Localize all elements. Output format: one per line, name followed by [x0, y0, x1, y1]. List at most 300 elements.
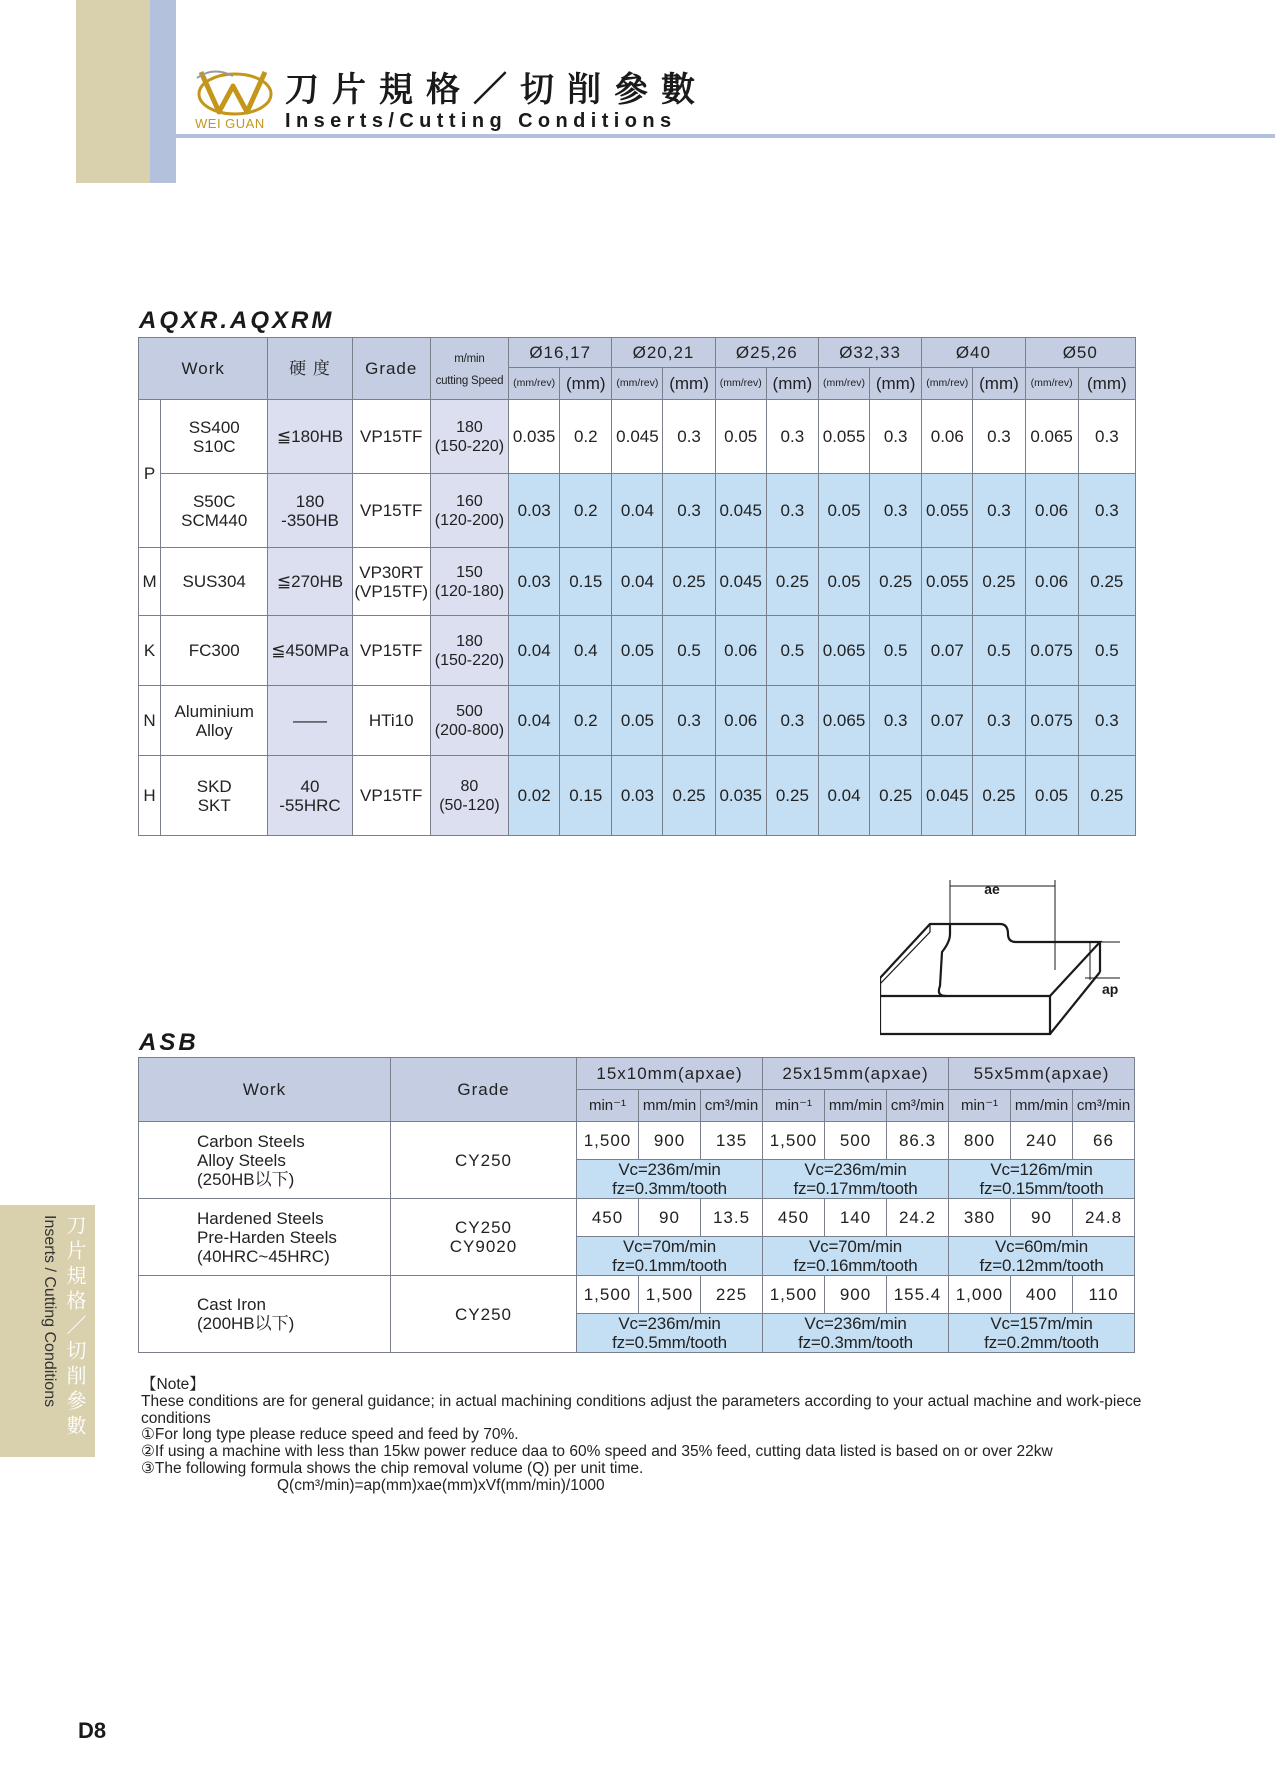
work-material-line: SS400 [188, 417, 240, 437]
header-feed-unit [509, 368, 560, 400]
cutting-speed-line: 80 [460, 777, 479, 795]
grade [352, 474, 430, 548]
cutting-condition-note-line: Vc=236m/min fz=0.5mm/tooth [612, 1314, 727, 1352]
work-material-line: Alloy Steels [197, 1150, 286, 1170]
cutting-condition-note [763, 1314, 949, 1353]
cutting-value-line: 0.25 [879, 786, 913, 805]
header-diameter [715, 338, 818, 368]
grade-line: VP15TF [360, 427, 423, 446]
cutting-value-line: 0.3 [987, 711, 1011, 730]
work-material-line: Hardened Steels [197, 1208, 324, 1228]
header-diameter-line: Ø40 [955, 343, 991, 362]
cutting-value-line: 0.055 [926, 501, 969, 520]
cutting-value-line: 400 [1025, 1285, 1058, 1304]
cutting-value [1025, 616, 1078, 686]
header-hardness-line: 硬 度 [289, 359, 331, 378]
cutting-value-line: 0.06 [1035, 501, 1069, 520]
table-row [139, 1199, 1135, 1237]
material-group-letter-line: N [143, 711, 156, 730]
hardness-line: ≦180HB [276, 427, 344, 446]
header-depth-unit-line: (mm) [979, 374, 1019, 393]
work-material-line: Aluminium [174, 701, 254, 721]
header-band-beige [76, 0, 150, 183]
cutting-speed-line: 160 [456, 492, 483, 510]
cutting-value-line: 0.045 [719, 501, 762, 520]
grade [352, 548, 430, 616]
cutting-value [612, 686, 663, 756]
cutting-value-line: 0.3 [883, 501, 908, 520]
asb-cutting-table [138, 1057, 1135, 1353]
cutting-value-line: 450 [777, 1208, 810, 1227]
cutting-speed-line: 180 [456, 632, 483, 650]
table-row [139, 400, 1136, 474]
cutting-value-line: 0.25 [982, 572, 1016, 591]
cutting-value [887, 1276, 949, 1314]
cutting-value-line: 0.07 [930, 711, 964, 730]
cutting-value [763, 1122, 825, 1160]
cutting-value [701, 1122, 763, 1160]
cutting-speed-line: 150 [456, 563, 483, 581]
cutting-value [1078, 474, 1135, 548]
cutting-value [1073, 1199, 1135, 1237]
cutting-value [825, 1276, 887, 1314]
work-material-line: Carbon Steels [197, 1131, 305, 1151]
grade-line: HTi10 [368, 711, 414, 730]
header-cutting-size [949, 1058, 1135, 1090]
work-material-line: SKD [196, 776, 232, 796]
material-group-letter-line: M [142, 572, 157, 591]
header-feed-unit [612, 368, 663, 400]
cutting-value [715, 756, 766, 836]
work-material-line: FC300 [188, 641, 240, 660]
cutting-value [715, 616, 766, 686]
cutting-value-line: 0.5 [780, 641, 805, 660]
header-work [139, 338, 268, 400]
cutting-value [509, 400, 560, 474]
header-depth-unit [663, 368, 715, 400]
header-cutting-size-line: 15x10mm(apxae) [596, 1064, 743, 1083]
note-title: 【Note】 [141, 1376, 205, 1393]
header-cutting-size-line: 55x5mm(apxae) [973, 1064, 1110, 1083]
cutting-value-line: 0.065 [822, 711, 866, 730]
work-material [161, 686, 268, 756]
work-material-line: Alloy [195, 720, 233, 740]
cutting-value-line: 0.03 [620, 786, 654, 805]
cutting-condition-note [577, 1314, 763, 1353]
cutting-value [922, 400, 973, 474]
header-cutting-size-line: 25x15mm(apxae) [782, 1064, 929, 1083]
cutting-value [509, 548, 560, 616]
header-unit [949, 1090, 1011, 1122]
table-row [139, 686, 1136, 756]
cutting-value [577, 1276, 639, 1314]
grade-line: CY9020 [449, 1237, 518, 1256]
cutting-value-line: 0.045 [616, 427, 659, 446]
cutting-speed-line: (150-220) [434, 651, 505, 669]
cutting-value [612, 474, 663, 548]
cutting-value [1078, 756, 1135, 836]
cutting-value-line: 0.3 [1095, 427, 1119, 446]
cutting-value-line: 0.2 [573, 427, 598, 446]
cutting-value-line: 0.06 [724, 641, 758, 660]
cutting-value [973, 616, 1025, 686]
work-material-line: (250HB以下) [197, 1169, 295, 1189]
header-diameter [509, 338, 612, 368]
header-feed-unit-line: (mm/rev) [513, 377, 556, 389]
cutting-value [766, 756, 818, 836]
header-diameter [818, 338, 921, 368]
cutting-value-line: 450 [591, 1208, 624, 1227]
cutting-value [973, 474, 1025, 548]
grade [352, 400, 430, 474]
header-grade-line: Grade [457, 1080, 510, 1099]
hardness-line: 180 [295, 491, 325, 511]
header-rule [176, 134, 1275, 138]
header-cutting-speed-line: m/min [454, 352, 485, 365]
cutting-value [922, 474, 973, 548]
cutting-value [1025, 400, 1078, 474]
header-diameter [612, 338, 715, 368]
cutting-value-line: 0.065 [1030, 427, 1073, 446]
cutting-value-line: 1,500 [769, 1285, 818, 1304]
cutting-value [577, 1199, 639, 1237]
cutting-value-line: 0.2 [573, 711, 598, 730]
cutting-speed [430, 548, 508, 616]
cutting-speed-line: (200-800) [434, 721, 505, 739]
cutting-value-line: 155.4 [893, 1285, 942, 1304]
logo-text: WEI GUAN [195, 116, 265, 131]
cutting-speed-line: (120-180) [434, 582, 505, 600]
cutting-value [560, 400, 612, 474]
cutting-value-line: 110 [1088, 1285, 1119, 1304]
cutting-value [560, 686, 612, 756]
cutting-value-line: 0.05 [1035, 786, 1069, 805]
cutting-value-line: 500 [839, 1131, 872, 1150]
header-unit-line: cm³/min [1076, 1097, 1131, 1114]
cutting-value [922, 756, 973, 836]
cutting-value [715, 686, 766, 756]
header-unit-line: cm³/min [704, 1097, 759, 1114]
cutting-value-line: 0.04 [620, 572, 654, 591]
cutting-value-line: 0.25 [1090, 786, 1124, 805]
cutting-value [949, 1122, 1011, 1160]
cutting-value [766, 548, 818, 616]
cutting-value [1025, 686, 1078, 756]
material-group-letter [139, 686, 161, 756]
cutting-value [1025, 548, 1078, 616]
header-cutting-size [577, 1058, 763, 1090]
cutting-value-line: 0.3 [987, 427, 1011, 446]
cutting-value [715, 474, 766, 548]
cutting-value-line: 0.5 [883, 641, 908, 660]
note-line: ②If using a machine with less than 15kw power reduce daa to 60% speed and 35% feed, cutting data listed is based on or over 22kw [141, 1443, 1053, 1461]
cutting-value-line: 0.3 [883, 427, 908, 446]
cutting-value-line: 0.02 [517, 786, 551, 805]
work-material-line: SKT [197, 795, 231, 815]
cutting-condition-note [949, 1314, 1135, 1353]
asb-section-title: ASB [139, 1029, 199, 1056]
cutting-condition-note [577, 1237, 763, 1276]
cutting-value-line: 0.06 [1035, 572, 1069, 591]
header-diameter-line: Ø20,21 [632, 343, 695, 362]
cutting-speed [430, 686, 508, 756]
cutting-value [1025, 756, 1078, 836]
aqxr-section-title: AQXR.AQXRM [139, 307, 335, 334]
cutting-value-line: 0.25 [982, 786, 1016, 805]
table-row [139, 1058, 1135, 1090]
cutting-value-line: 0.075 [1030, 641, 1073, 660]
cutting-value-line: 86.3 [898, 1131, 937, 1150]
cutting-value-line: 0.25 [672, 572, 706, 591]
material-group-letter [139, 548, 161, 616]
cutting-value [870, 548, 922, 616]
cutting-value [560, 616, 612, 686]
header-unit [887, 1090, 949, 1122]
note-line: These conditions are for general guidance; in actual machining conditions adjust the parameters according to your actual machine and work-piece conditions [141, 1392, 1142, 1427]
cutting-value-line: 0.5 [987, 641, 1011, 660]
cutting-condition-note [577, 1160, 763, 1199]
cutting-value [701, 1276, 763, 1314]
side-tab-label-en: Inserts / Cutting Conditions [41, 1215, 58, 1408]
cutting-value-line: 0.3 [677, 427, 701, 446]
cutting-condition-note-line: Vc=236m/min fz=0.17mm/tooth [793, 1160, 918, 1198]
work-material-line: SCM440 [181, 510, 248, 530]
cutting-value [560, 756, 612, 836]
header-diameter [922, 338, 1025, 368]
hardness-line: —— [292, 711, 327, 730]
cutting-value-line: 0.5 [677, 641, 701, 660]
cutting-value-line: 0.15 [569, 572, 603, 591]
cutting-value [1011, 1276, 1073, 1314]
cutting-value-line: 0.5 [1095, 641, 1119, 660]
cutting-value [509, 756, 560, 836]
cutting-value [639, 1122, 701, 1160]
cutting-value-line: 0.25 [1090, 572, 1124, 591]
header-diameter-line: Ø25,26 [735, 343, 798, 362]
header-work-line: Work [242, 1080, 287, 1099]
header-unit [577, 1090, 639, 1122]
cutting-value-line: 0.06 [724, 711, 758, 730]
grade [391, 1122, 577, 1199]
table-row [139, 616, 1136, 686]
work-material [161, 400, 268, 474]
cutting-value [818, 474, 869, 548]
header-diameter-line: Ø50 [1062, 343, 1098, 362]
material-group-letter-line: P [143, 464, 156, 483]
material-group-letter-line: H [143, 786, 156, 805]
cutting-value-line: 0.05 [620, 641, 654, 660]
header-depth-unit-line: (mm) [669, 374, 709, 393]
cutting-value [612, 616, 663, 686]
cutting-value-line: 0.3 [1095, 501, 1119, 520]
hardness-line: ≦450MPa [271, 641, 349, 660]
cutting-value-line: 0.3 [883, 711, 908, 730]
header-unit [825, 1090, 887, 1122]
hardness [268, 616, 352, 686]
header-hardness [268, 338, 352, 400]
cutting-value [715, 548, 766, 616]
grade-line: VP15TF [360, 641, 423, 660]
cutting-value-line: 900 [653, 1131, 686, 1150]
cutting-value-line: 900 [839, 1285, 872, 1304]
cutting-value-line: 0.2 [573, 501, 598, 520]
header-feed-unit [715, 368, 766, 400]
cutting-value-line: 0.3 [780, 711, 805, 730]
grade [391, 1276, 577, 1353]
cutting-value-line: 0.05 [620, 711, 654, 730]
cutting-value [639, 1199, 701, 1237]
cutting-condition-note-line: Vc=126m/min fz=0.15mm/tooth [979, 1160, 1104, 1198]
cutting-value-line: 24.8 [1084, 1208, 1123, 1227]
cutting-condition-note-line: Vc=70m/min fz=0.1mm/tooth [612, 1237, 727, 1275]
header-unit-line: min⁻¹ [774, 1097, 813, 1114]
cutting-value-line: 0.075 [1030, 711, 1073, 730]
grade-line: CY250 [455, 1218, 512, 1237]
cutting-value [766, 616, 818, 686]
header-depth-unit-line: (mm) [772, 374, 813, 393]
cutting-value [663, 686, 715, 756]
header-unit [763, 1090, 825, 1122]
work-material [161, 548, 268, 616]
work-material [139, 1276, 391, 1353]
grade-line: (VP15TF) [354, 581, 429, 601]
header-work [139, 1058, 391, 1122]
header-unit [639, 1090, 701, 1122]
hardness-line: -55HRC [279, 795, 341, 815]
cutting-value-line: 0.25 [879, 572, 913, 591]
material-group-letter [139, 756, 161, 836]
cutting-value-line: 0.4 [573, 641, 598, 660]
work-material-line: (40HRC~45HRC) [197, 1246, 330, 1266]
cutting-value [1078, 616, 1135, 686]
cutting-value [509, 474, 560, 548]
header-feed-unit-line: (mm/rev) [719, 377, 762, 389]
cutting-value-line: 0.06 [930, 427, 964, 446]
cutting-value [818, 616, 869, 686]
cutting-value [870, 400, 922, 474]
page-title-en: Inserts/Cutting Conditions [285, 110, 677, 132]
header-unit-line: mm/min [642, 1097, 697, 1114]
cutting-value [612, 756, 663, 836]
cutting-value-line: 0.035 [719, 786, 762, 805]
table-row [139, 1122, 1135, 1160]
cutting-speed [430, 756, 508, 836]
header-depth-unit-line: (mm) [875, 374, 916, 393]
cutting-value-line: 0.04 [517, 711, 551, 730]
cutting-value [612, 548, 663, 616]
cutting-value-line: 0.045 [719, 572, 762, 591]
cutting-value [1011, 1199, 1073, 1237]
cutting-value [887, 1122, 949, 1160]
cutting-value-line: 0.045 [926, 786, 969, 805]
work-material [139, 1199, 391, 1276]
cutting-value [509, 686, 560, 756]
cutting-value [1078, 686, 1135, 756]
header-feed-unit-line: (mm/rev) [616, 377, 659, 389]
cutting-speed-line: (120-200) [434, 511, 505, 529]
cutting-value [663, 474, 715, 548]
cutting-value [639, 1276, 701, 1314]
aqxr-cutting-table [138, 337, 1136, 836]
cutting-value [825, 1199, 887, 1237]
cutting-speed-line: 180 [456, 418, 483, 436]
header-unit [701, 1090, 763, 1122]
header-unit [1073, 1090, 1135, 1122]
cutting-value-line: 0.3 [677, 711, 701, 730]
cutting-condition-note [763, 1237, 949, 1276]
hardness [268, 400, 352, 474]
cutting-speed [430, 616, 508, 686]
cutting-value-line: 0.03 [517, 572, 551, 591]
cutting-value [663, 400, 715, 474]
cutting-value [973, 400, 1025, 474]
table-row [139, 548, 1136, 616]
cutting-value-line: 0.3 [780, 501, 805, 520]
hardness [268, 548, 352, 616]
cutting-condition-note [949, 1160, 1135, 1199]
cutting-speed-line: (50-120) [439, 796, 500, 814]
cutting-value-line: 140 [839, 1208, 872, 1227]
page-number: D8 [78, 1718, 107, 1743]
cutting-value-line: 1,500 [645, 1285, 694, 1304]
cutting-value [663, 616, 715, 686]
header-feed-unit-line: (mm/rev) [823, 377, 865, 389]
header-unit-line: mm/min [828, 1097, 883, 1114]
header-work-line: Work [181, 359, 225, 378]
cutting-value [560, 474, 612, 548]
cutting-value [818, 548, 869, 616]
cutting-value [763, 1276, 825, 1314]
cutting-value [1073, 1122, 1135, 1160]
header-feed-unit [922, 368, 973, 400]
cutting-condition-note-line: Vc=236m/min fz=0.3mm/tooth [612, 1160, 727, 1198]
note-block [141, 1377, 1151, 1495]
cutting-value [870, 616, 922, 686]
header-diameter-line: Ø16,17 [529, 343, 592, 362]
cutting-value [973, 686, 1025, 756]
cutting-speed [430, 474, 508, 548]
cutting-value-line: 0.05 [724, 427, 758, 446]
cutting-value-line: 0.04 [517, 641, 551, 660]
cutting-value-line: 0.07 [930, 641, 964, 660]
cutting-value-line: 0.3 [987, 501, 1011, 520]
hardness [268, 686, 352, 756]
cutting-value [973, 756, 1025, 836]
cutting-value-line: 0.15 [569, 786, 603, 805]
cutting-value-line: 90 [659, 1208, 680, 1227]
cutting-value [949, 1276, 1011, 1314]
hardness-line: 40 [300, 776, 320, 796]
cutting-value-line: 135 [715, 1131, 748, 1150]
cutting-condition-note-line: Vc=60m/min fz=0.12mm/tooth [979, 1237, 1104, 1275]
cutting-value-line: 0.05 [827, 572, 861, 591]
material-group-letter [139, 616, 161, 686]
header-unit-line: min⁻¹ [588, 1097, 627, 1114]
cutting-value [766, 400, 818, 474]
cutting-value-line: 0.055 [926, 572, 969, 591]
cutting-value-line: 0.035 [512, 427, 556, 446]
cutting-value-line: 0.25 [775, 786, 809, 805]
cutting-value [973, 548, 1025, 616]
header-diameter-line: Ø32,33 [839, 343, 901, 362]
grade [391, 1199, 577, 1276]
cutting-value-line: 13.5 [712, 1208, 751, 1227]
note-formula: Q(cm³/min)=ap(mm)xae(mm)xVf(mm/min)/1000 [277, 1476, 605, 1494]
work-material-line: S10C [192, 436, 236, 456]
grade-line: CY250 [455, 1304, 512, 1324]
cutting-value-line: 1,500 [769, 1131, 818, 1150]
cutting-value [663, 548, 715, 616]
